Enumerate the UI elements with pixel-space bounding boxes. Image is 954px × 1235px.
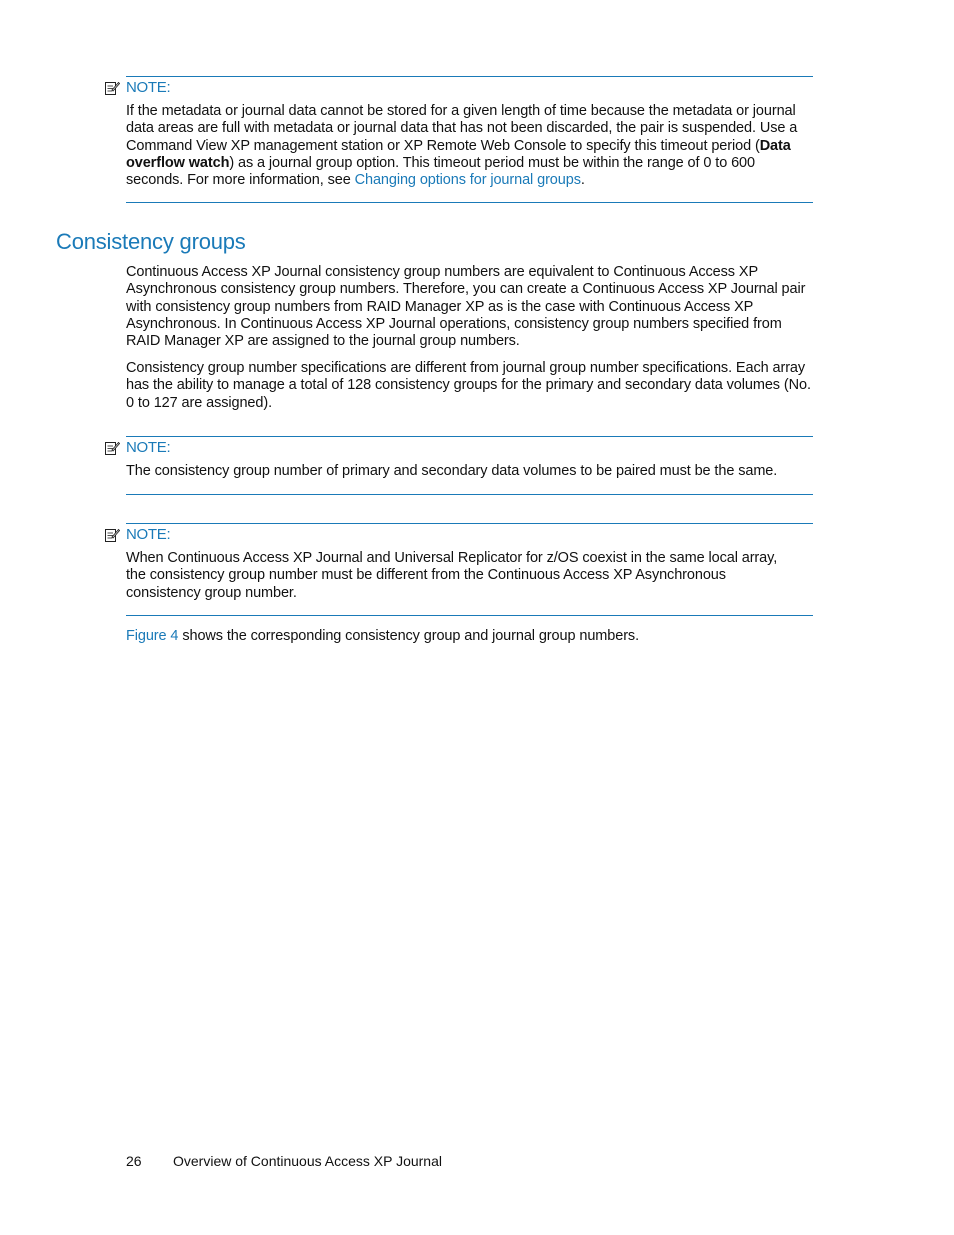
note-pencil-icon	[104, 440, 120, 456]
page-number: 26	[126, 1153, 142, 1169]
note-body: The consistency group number of primary and secondary data volumes to be paired must be the same.	[126, 463, 778, 479]
note-text: If the metadata or journal data cannot be stored for a given length of time because the metadata or journal data areas are full with metadata or journal data that has not been discarded, the pair is suspended. Use a Command View XP management station or XP Remote Web Console to specify this timeout period (	[126, 103, 798, 154]
setting-name: Data overflow watch	[126, 137, 791, 171]
note-pencil-icon	[104, 80, 120, 96]
figure-reference-paragraph	[126, 628, 816, 645]
section-paragraph-1: Continuous Access XP Journal consistency group numbers are equivalent to Continuous Access XP Asynchronous consistency group numbers. Therefore, you can create a Continuous Access XP Journal pair with consistency group numbers from RAID Manager XP as is the case with Continuous Access XP Asynchronous. In Continuous Access XP Journal operations, consistency group numbers specified from RAID Manager XP are assigned to the journal group numbers.	[126, 264, 806, 350]
note-box-coexist	[126, 523, 813, 616]
note-label: NOTE:	[126, 526, 171, 543]
note-label: NOTE:	[126, 439, 171, 456]
figure-4-link[interactable]: Figure 4	[126, 628, 179, 644]
footer-title: Overview of Continuous Access XP Journal	[173, 1153, 442, 1169]
note-label: NOTE:	[126, 79, 171, 96]
note-text: .	[580, 172, 585, 189]
note-pencil-icon	[104, 527, 120, 543]
changing-options-link[interactable]: Changing options for journal groups	[354, 172, 581, 189]
note-box-metadata	[126, 76, 813, 203]
section-title: Consistency groups	[56, 229, 246, 254]
note-text: ) as a journal group option. This timeout period must be within the range of 0 to 600 seconds. For more information, see	[126, 154, 755, 189]
note-box-same-number	[126, 436, 813, 495]
note-body	[126, 103, 810, 189]
note-body: When Continuous Access XP Journal and Universal Replicator for z/OS coexist in the same local array, the consistency group number must be different from the Continuous Access XP Asynchronous consistency group number.	[126, 550, 778, 601]
figure-reference-text: shows the corresponding consistency group and journal group numbers.	[178, 628, 640, 644]
section-paragraph-2: Consistency group number specifications are different from journal group number specifications. Each array has the ability to manage a total of 128 consistency groups for the primary and secondary data volumes (No. 0 to 127 are assigned).	[126, 360, 811, 411]
